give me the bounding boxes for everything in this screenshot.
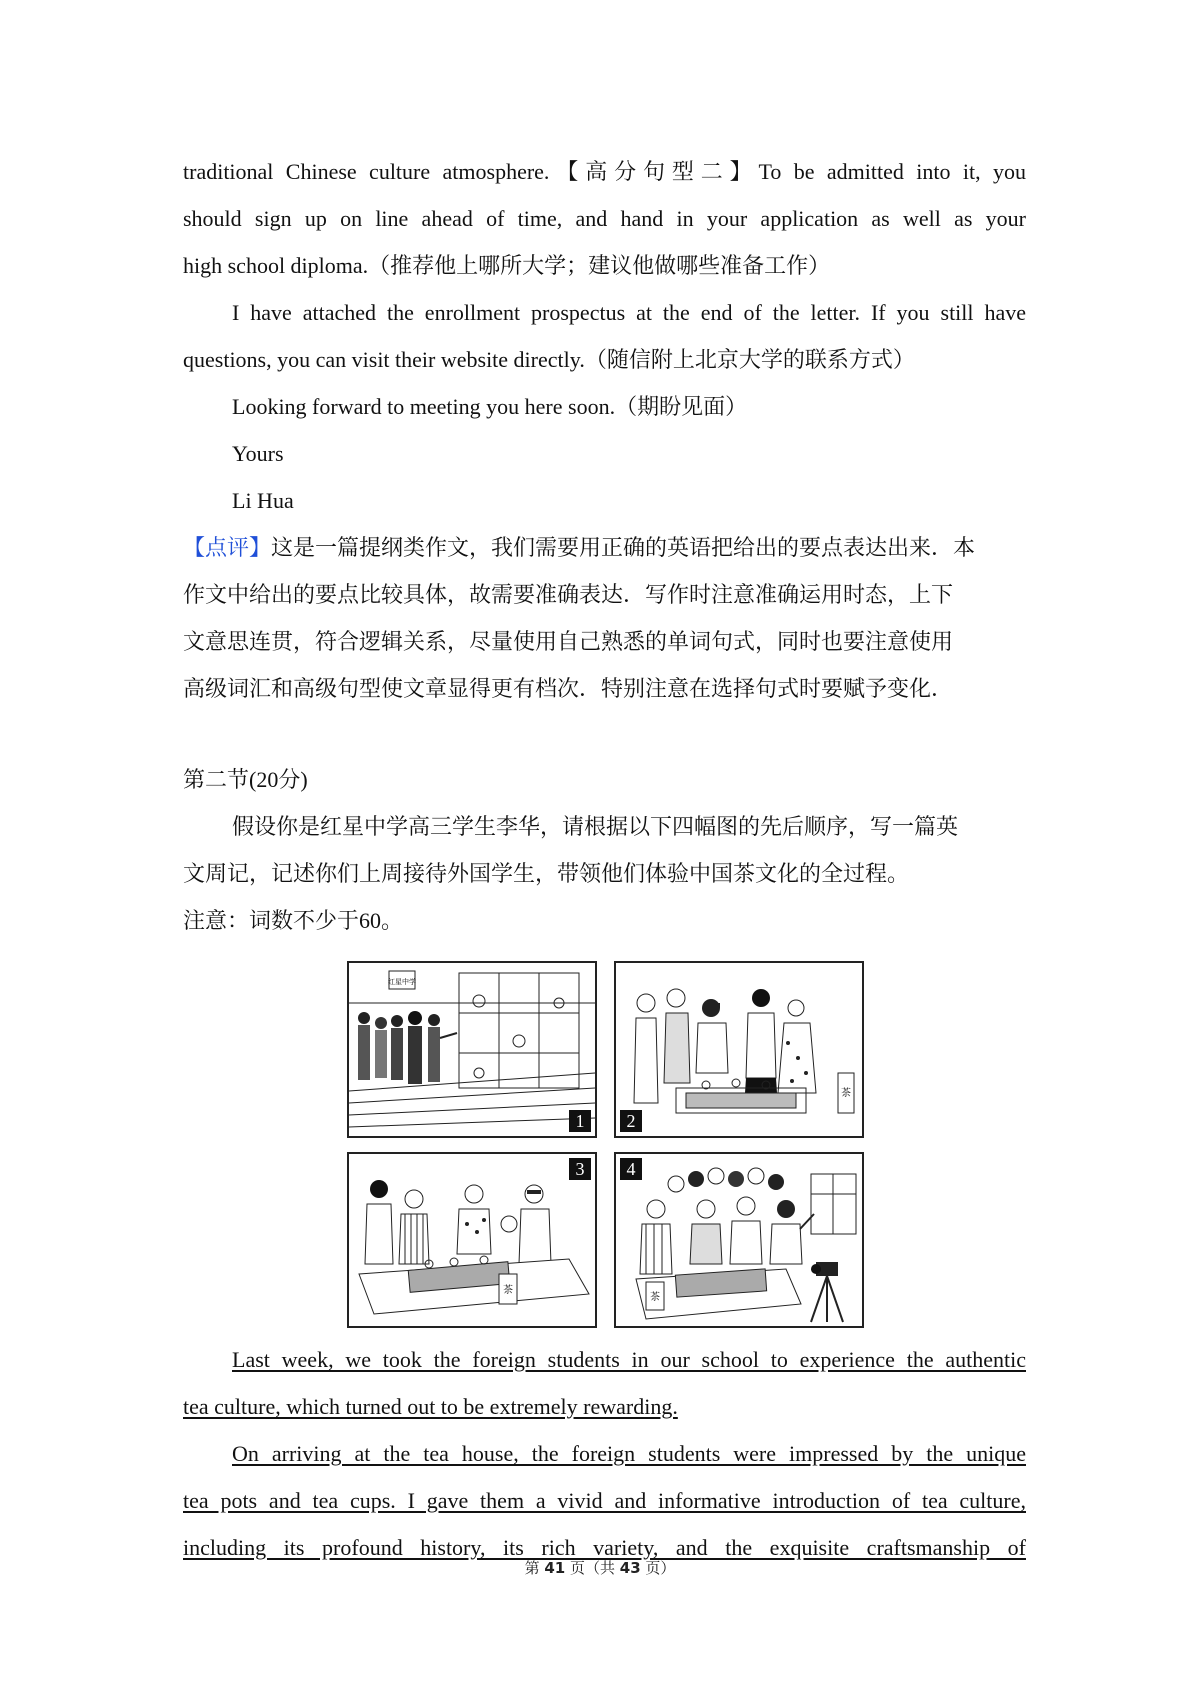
footer-prefix: 第 [524,1559,545,1577]
group-photo-drawing [616,1154,862,1326]
comment-line: 高级词汇和高级句型使文章显得更有档次．特别注意在选择句式时要赋予变化． [183,676,954,701]
illustration-panel-3 [347,1152,597,1328]
section-title: 第二节(20分) [183,767,308,792]
prompt-line: 假设你是红星中学高三学生李华，请根据以下四幅图的先后顺序，写一篇英 [232,814,959,839]
tea-culture-illustration [347,961,864,1326]
comment-line [183,524,1026,571]
tea-jar-label: 茶 [650,1292,660,1303]
essay-line: traditional Chinese culture atmosphere.【高分句型二】To be admitted into it, you [183,159,1026,184]
illustration-panel-4 [614,1152,864,1328]
essay-line: should sign up on line ahead of time, and hand in your application as well as your [183,206,1026,231]
footer-middle: 页（共 [565,1559,620,1577]
prompt-line: 文周记，记述你们上周接待外国学生，带领他们体验中国茶文化的全过程。 [183,861,910,886]
essay-line: questions, you can visit their website directly.（随信附上北京大学的联系方式） [183,347,915,372]
page-footer [0,1557,1200,1578]
essay-line: Looking forward to meeting you here soon.（期盼见面） [232,394,748,419]
illustration-panel-2 [614,961,864,1138]
answer-line: tea pots and tea cups. I gave them a vivid and informative introduction of tea culture, [183,1488,1026,1513]
footer-suffix: 页） [640,1559,676,1577]
spacer [183,712,1026,756]
comment-line: 文意思连贯，符合逻辑关系，尽量使用自己熟悉的单词句式，同时也要注意使用 [183,629,954,654]
illustration-panel-1 [347,961,597,1138]
school-sign-text: 红星中学 [388,978,416,986]
answer-line: Last week, we took the foreign students in our school to experience the authentic [232,1347,1026,1372]
page-content [183,148,1026,944]
letter-closing: Yours [232,441,284,466]
panel-number-4: 4 [620,1158,642,1180]
essay-line: high school diploma.（推荐他上哪所大学；建议他做哪些准备工作） [183,253,831,278]
panel-number-2: 2 [620,1110,642,1132]
current-page-number: 41 [544,1559,566,1577]
essay-line: I have attached the enrollment prospectus at the end of the letter. If you still have [232,300,1026,325]
tea-jar-label: 茶 [841,1088,851,1099]
answer-line: On arriving at the tea house, the foreign students were impressed by the unique [232,1441,1026,1466]
letter-signature: Li Hua [232,488,294,513]
comment-text: 这是一篇提纲类作文，我们需要用正确的英语把给出的要点表达出来．本 [271,535,976,560]
panel-number-3: 3 [569,1158,591,1180]
comment-label: 【点评】 [183,535,272,560]
panel-number-1: 1 [569,1110,591,1132]
museum-scene-drawing [349,963,595,1136]
answer-content [183,1336,1026,1571]
answer-text: tea culture, which turned out to be extremely rewarding. [183,1394,678,1419]
prompt-note: 注意：词数不少于60。 [183,908,404,933]
comment-line: 作文中给出的要点比较具体，故需要准确表达．写作时注意准确运用时态，上下 [183,582,954,607]
answer-line [183,1383,1026,1430]
total-page-number: 43 [619,1559,641,1577]
tea-tasting-drawing [349,1154,595,1326]
tea-ceremony-drawing [616,963,862,1136]
tea-jar-label: 茶 [503,1285,513,1296]
answer-line: including its profound history, its rich variety, and the exquisite craftsmanship of [183,1535,1026,1560]
